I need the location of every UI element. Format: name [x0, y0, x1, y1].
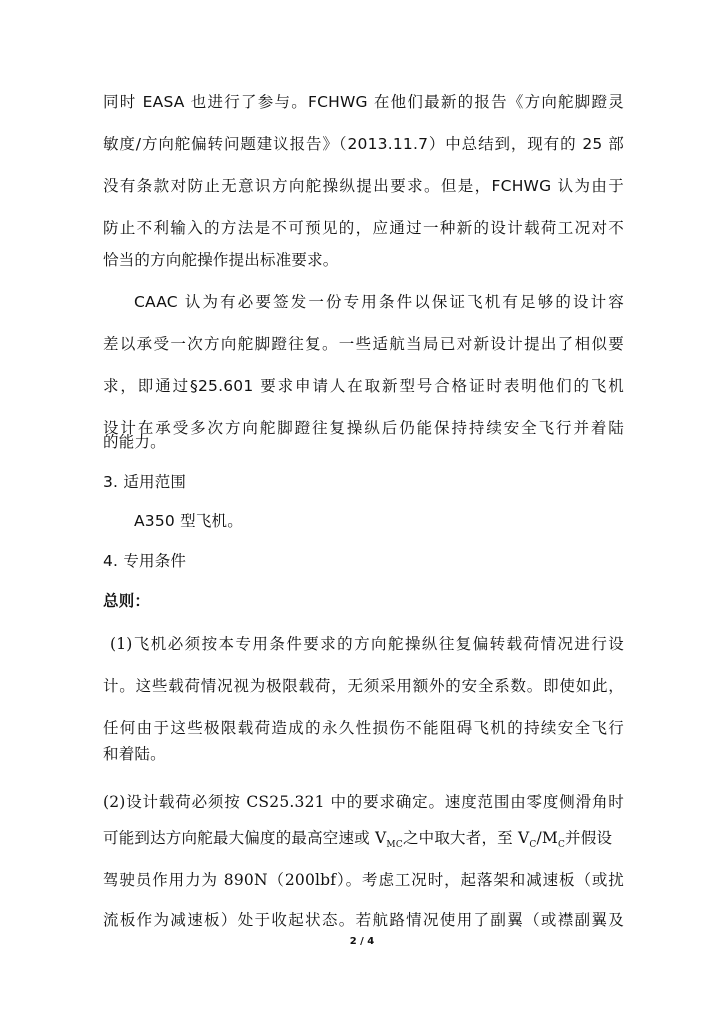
clause-line: 驾驶员作用力为 890N（200lbf）。考虑工况时，起落架和减速板（或扰 — [103, 871, 624, 889]
section-3-body: A350 型飞机。 — [134, 512, 243, 530]
paragraph-line: 求，即通过§25.601 要求申请人在取新型号合格证时表明他们的飞机 — [103, 377, 624, 395]
clause-text-segment: /M — [536, 829, 558, 847]
clause-line: 和着陆。 — [103, 745, 166, 763]
page-number: 2 / 4 — [349, 936, 375, 947]
clause-line: (1)飞机必须按本专用条件要求的方向舵操纵往复偏转载荷情况进行设 — [110, 635, 624, 653]
subscript-c: C — [529, 840, 537, 851]
subscript-c: C — [557, 840, 566, 851]
subscript-mc: MC — [386, 840, 403, 851]
section-4-heading: 4. 专用条件 — [103, 552, 187, 570]
clause-line: 流板作为减速板）处于收起状态。若航路情况使用了副翼（或襟副翼及 — [103, 911, 624, 929]
paragraph-line: 没有条款对防止无意识方向舵操纵提出要求。但是，FCHWG 认为由于 — [103, 177, 624, 195]
clause-line-with-subscripts — [103, 828, 612, 855]
paragraph-line: CAAC 认为有必要签发一份专用条件以保证飞机有足够的设计容 — [134, 293, 624, 311]
paragraph-line: 防止不利输入的方法是不可预见的，应通过一种新的设计载荷工况对不 — [103, 219, 624, 237]
paragraph-line: 差以承受一次方向舵脚蹬往复。一些适航当局已对新设计提出了相似要 — [103, 335, 624, 353]
paragraph-line: 的能力。 — [103, 433, 166, 451]
general-subheading: 总则： — [103, 592, 151, 610]
clause-text-segment: 可能到达方向舵最大偏度的最高空速或 V — [103, 829, 387, 847]
clause-line: 计。这些载荷情况视为极限载荷，无须采用额外的安全系数。即使如此， — [103, 677, 624, 695]
paragraph-line: 敏度/方向舵偏转问题建议报告》（2013.11.7）中总结到，现有的 25 部 — [103, 135, 624, 153]
clause-line: 任何由于这些极限载荷造成的永久性损伤不能阻碍飞机的持续安全飞行 — [103, 719, 624, 737]
clause-text-segment: 之中取大者，至 V — [402, 829, 530, 847]
clause-line: (2)设计载荷必须按 CS25.321 中的要求确定。速度范围由零度侧滑角时 — [103, 793, 624, 811]
clause-text-segment: 并假设 — [565, 829, 613, 847]
paragraph-line: 同时 EASA 也进行了参与。FCHWG 在他们最新的报告《方向舵脚蹬灵 — [103, 93, 624, 111]
paragraph-line: 设计在承受多次方向舵脚蹬往复操纵后仍能保持持续安全飞行并着陆 — [103, 419, 624, 437]
paragraph-line: 恰当的方向舵操作提出标准要求。 — [103, 251, 339, 269]
section-3-heading: 3. 适用范围 — [103, 473, 187, 491]
